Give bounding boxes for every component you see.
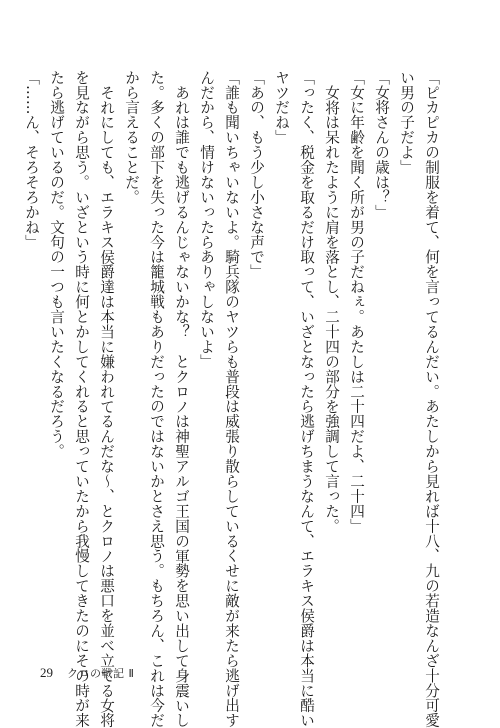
text-line: から言えることだ。 [123,70,140,205]
text-line: 「女将さんの歳は？」 [373,70,390,220]
text-line: を見ながら思う。いざという時に何とかしてくれると思っていたから我慢してきたのにその時が来 [73,70,90,728]
text-line: 「あの、もう少し小さな声で」 [248,70,265,280]
text-line: あれは誰でも逃げるんじゃないかな？ とクロノは神聖アルゴ王国の軍勢を思い出して身震いし [173,84,190,728]
text-line: 「ったく、税金を取るだけ取って、いざとなったら逃げちまうなんて、エラキス侯爵は本当に酷い [298,70,315,728]
text-line: 「……ん、そろそろかね」 [23,70,40,250]
text-line: 「ピカピカの制服を着て、何を言ってるんだい。あたしから見れば十八、九の若造なんざ十分可愛 [423,70,440,728]
text-line: たら逃げているのだ。文句の一つも言いたくなるだろう。 [48,70,65,459]
text-line: 「女に年齢を聞く所が男の子だねぇ。あたしは二十四だよ、二十四」 [348,70,365,534]
page-number: 29 [40,665,53,680]
text-line: んだから、情けないったらありゃしないよ」 [198,70,215,369]
text-line: 女将は呆れたように肩を落とし、二十四の部分を強調して言った。 [323,84,340,534]
text-line: い男の子だよ」 [398,70,415,175]
text-line: 「誰も聞いちゃいないよ。騎兵隊のヤツらも普段は威張り散らしているくせに敵が来たら逃げ出す [223,70,240,728]
text-line: それにしても、エラキス侯爵達は本当に嫌われてるんだな～、とクロノは悪口を並べ立てる女将 [98,84,115,728]
book-title: クロの戦記 Ⅱ [67,667,135,680]
page-footer [40,663,134,683]
text-line: ヤツだね」 [273,70,290,145]
text-line: た。多くの部下を失った今は籠城戦もありだったのではないかとさえ思う。もちろん、これは今だ [148,70,165,728]
